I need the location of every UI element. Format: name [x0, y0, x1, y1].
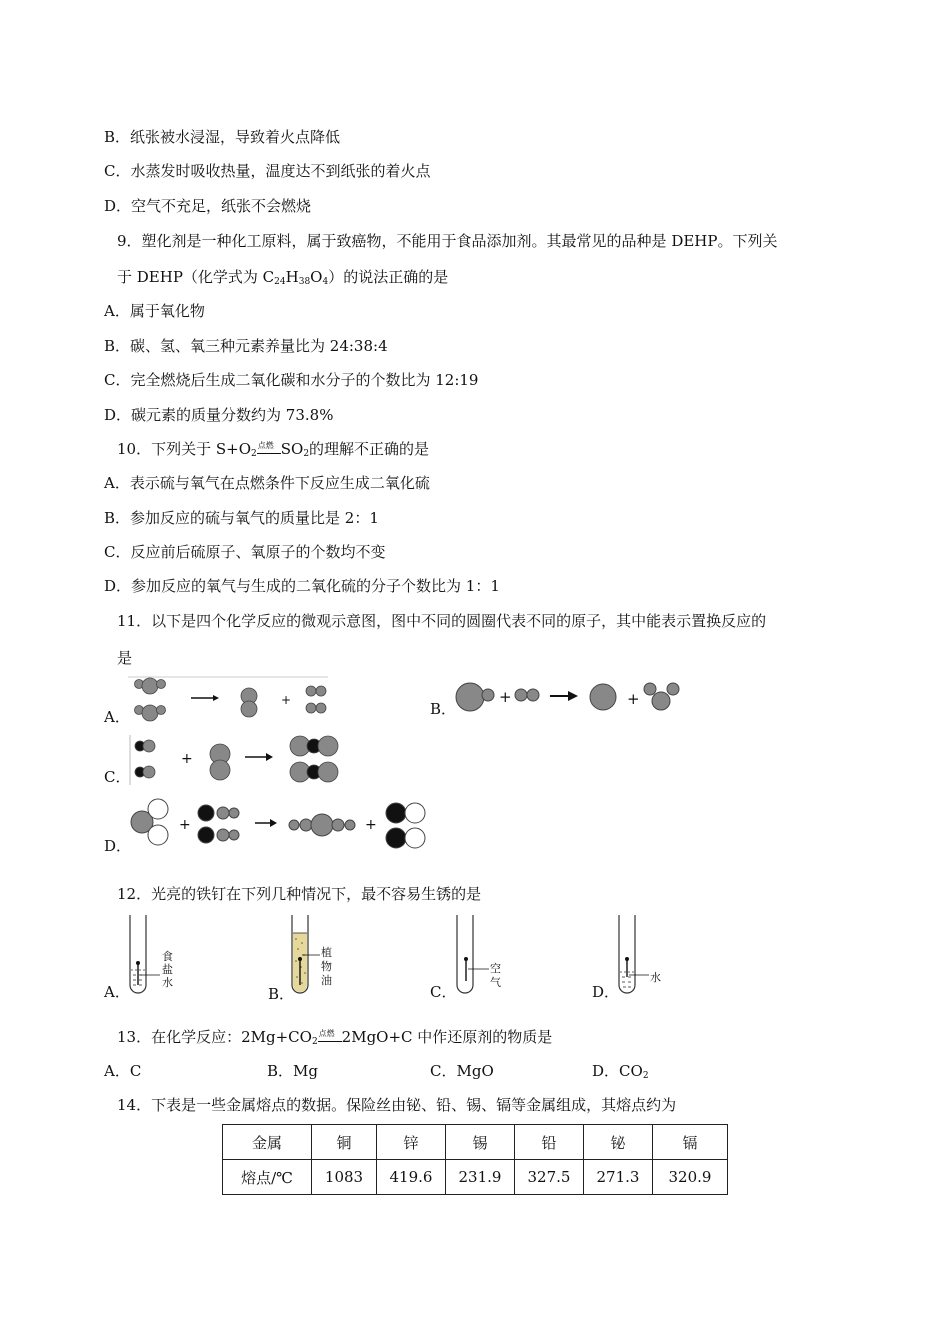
q11-diagram-b [455, 678, 690, 718]
q11-label-a: A． [104, 708, 130, 726]
q9-option-d: D．碳元素的质量分数约为 73.8% [104, 406, 334, 424]
q10-option-c: C．反应前后硫原子、氧原子的个数均不变 [104, 543, 386, 561]
q10-option-b: B．参加反应的硫与氧气的质量比是 2：1 [104, 509, 379, 527]
table-cell: 锌 [377, 1125, 446, 1160]
q11-label-b: B． [430, 700, 457, 718]
q8-option-c: C．水蒸发时吸收热量，温度达不到纸张的着火点 [104, 162, 431, 180]
q12-tube-c [455, 915, 515, 997]
q12-tube-d [617, 915, 677, 997]
table-cell: 419.6 [377, 1160, 446, 1195]
q11-diagram-d [128, 798, 433, 850]
table-cell: 271.3 [584, 1160, 653, 1195]
q9-option-b: B．碳、氢、氧三种元素养量比为 24:38:4 [104, 337, 388, 355]
svg-text:+: + [365, 817, 377, 833]
table-cell: 镉 [653, 1125, 728, 1160]
q11-diagram-a [128, 676, 333, 724]
table-cell: 锡 [446, 1125, 515, 1160]
q12-label-d: D． [592, 983, 620, 1001]
table-cell: 熔点/℃ [223, 1160, 312, 1195]
q9-option-c: C．完全燃烧后生成二氧化碳和水分子的个数比为 12:19 [104, 371, 479, 389]
q12-label-c: C． [430, 983, 457, 1001]
q11-label-d: D． [104, 837, 132, 855]
q12-tube-b [290, 915, 350, 997]
q13-option-a: A．C [104, 1062, 142, 1080]
q13-stem: 13．在化学反应：$2Mg+CO_2$ 点燃 2MgO+C 中作还原剂的物质是 [117, 1028, 553, 1047]
plus-sign: + [281, 693, 292, 707]
table-cell: 231.9 [446, 1160, 515, 1195]
table-row [223, 1160, 728, 1195]
table-cell: 铋 [584, 1125, 653, 1160]
q12-tube-b-label: 植 物 油 [321, 946, 332, 987]
q10-option-d: D．参加反应的氧气与生成的二氧化硫的分子个数比为 1：1 [104, 577, 500, 595]
svg-text:+: + [499, 688, 512, 706]
table-cell: 铜 [312, 1125, 377, 1160]
q13-option-b: B．Mg [267, 1062, 318, 1080]
q14-stem: 14．下表是一些金属熔点的数据。保险丝由铋、铅、锡、镉等金属组成，其熔点约为 [117, 1096, 677, 1114]
svg-text:+: + [179, 817, 191, 833]
q13-option-d: D．$CO_2$ [592, 1062, 649, 1081]
q9-stem-line1: 9．塑化剂是一种化工原料，属于致癌物，不能用于食品添加剂。其最常见的品种是 DEHP。下列关 [117, 232, 778, 250]
q12-tube-c-label: 空 气 [490, 962, 501, 989]
table-header-row [223, 1125, 728, 1160]
q12-tube-a-label: 食 盐 水 [162, 950, 173, 989]
svg-text:+: + [627, 690, 640, 708]
q10-stem: 10．下列关于 $S+O_2$ 点燃 $SO_2$的理解不正确的是 [117, 440, 430, 459]
q12-tube-a [128, 915, 188, 997]
table-cell: 327.5 [515, 1160, 584, 1195]
table-cell: 1083 [312, 1160, 377, 1195]
q8-option-b: B．纸张被水浸湿，导致着火点降低 [104, 128, 341, 146]
reaction-condition: 点燃 [318, 1033, 342, 1042]
q9-option-a: A．属于氧化物 [104, 302, 205, 320]
table-cell: 320.9 [653, 1160, 728, 1195]
q12-stem: 12．光亮的铁钉在下列几种情况下，最不容易生锈的是 [117, 885, 482, 903]
q10-option-a: A．表示硫与氧气在点燃条件下反应生成二氧化硫 [104, 474, 430, 492]
q8-option-d: D．空气不充足，纸张不会燃烧 [104, 197, 312, 215]
q11-label-c: C． [104, 768, 131, 786]
q12-tube-d-label: 水 [650, 971, 661, 984]
melting-point-table [222, 1124, 728, 1195]
table-cell: 金属 [223, 1125, 312, 1160]
q11-stem-line1: 11．以下是四个化学反应的微观示意图，图中不同的圆圈代表不同的原子，其中能表示置换反应的 [117, 612, 767, 630]
svg-text:+: + [181, 751, 193, 767]
q12-label-b: B． [268, 985, 295, 1003]
reaction-condition: 点燃 [257, 445, 281, 454]
q12-label-a: A． [104, 983, 130, 1001]
q13-option-c: C．MgO [430, 1062, 494, 1080]
q11-stem-line2: 是 [117, 649, 133, 667]
q9-stem-line2: 于 DEHP（化学式为 $C_{24}H_{38}O_4$）的说法正确的是 [117, 268, 449, 287]
table-cell: 铅 [515, 1125, 584, 1160]
q11-diagram-c [128, 735, 348, 787]
